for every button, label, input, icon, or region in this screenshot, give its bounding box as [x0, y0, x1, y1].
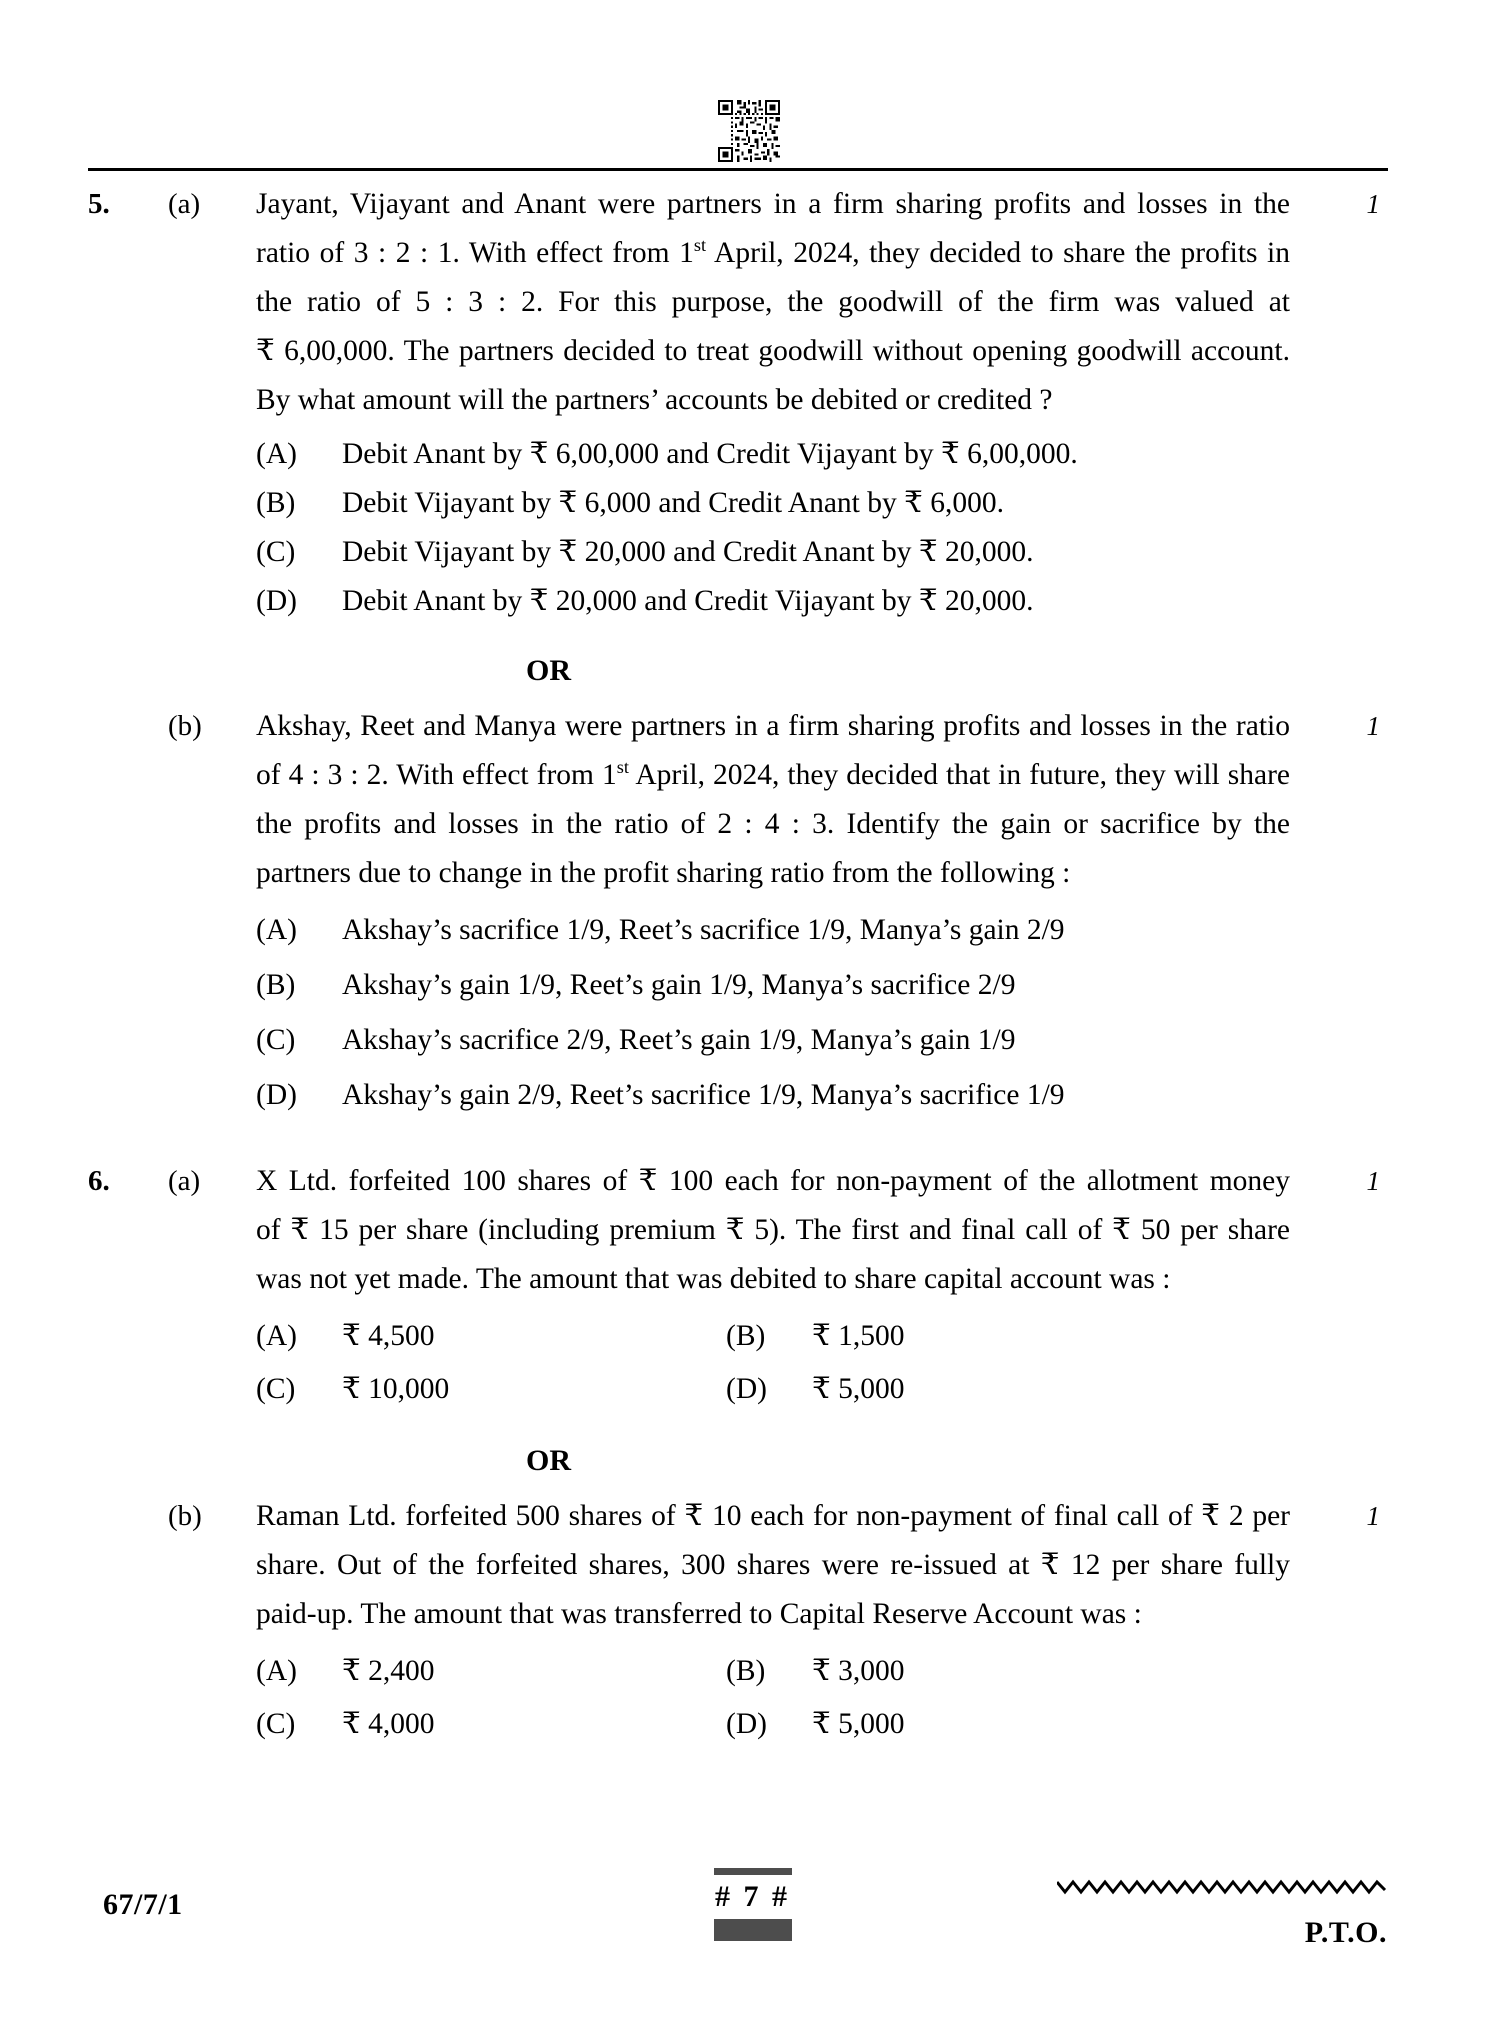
question-6a-options-row: [88, 1304, 1388, 1416]
option-label: (C): [256, 1373, 296, 1405]
question-5a: [88, 180, 1388, 425]
option-6a-C[interactable]: [256, 1363, 726, 1416]
option-6a-A[interactable]: [256, 1310, 726, 1363]
option-5a-C[interactable]: [256, 528, 1290, 577]
option-text: ₹ 5,000: [812, 1708, 905, 1740]
option-6b-A[interactable]: [256, 1645, 726, 1698]
option-text: Akshay’s gain 2/9, Reet’s sacrifice 1/9, Manya’s sacrifice 1/9: [342, 1079, 1065, 1111]
option-text: Akshay’s gain 1/9, Reet’s gain 1/9, Manya’s sacrifice 2/9: [342, 969, 1016, 1001]
marks-5a: 1: [1366, 189, 1380, 219]
option-label: (B): [256, 969, 296, 1001]
question-6b-body: [256, 1492, 1290, 1639]
page-number: # 7 #: [715, 1880, 790, 1913]
page-marker-bar-bottom: [714, 1919, 792, 1941]
or-divider-6: OR: [526, 1444, 571, 1477]
question-6-or-row: [88, 1430, 1388, 1492]
question-6a: [88, 1157, 1388, 1304]
question-6a-stem: X Ltd. forfeited 100 shares of ₹ 100 each for non-payment of the allotment money of ₹ 15 per share (including premium ₹ 5). The first and final call of ₹ 50 per share was not yet made. The amount that was debited to share capital account was :: [256, 1165, 1290, 1295]
question-number-6: 6.: [88, 1165, 110, 1197]
marks-5b: 1: [1366, 711, 1380, 741]
question-6a-options: [256, 1310, 1290, 1416]
question-6b-options-row: [88, 1639, 1388, 1751]
option-5a-D[interactable]: [256, 577, 1290, 626]
option-label: (B): [726, 1655, 766, 1687]
page-footer: [0, 1868, 1505, 1988]
question-5a-options: [256, 430, 1290, 626]
option-label: (D): [726, 1708, 767, 1740]
question-5-or-row: [88, 640, 1388, 702]
option-5b-C[interactable]: [256, 1013, 1290, 1068]
question-6a-body: [256, 1157, 1290, 1304]
option-6b-C[interactable]: [256, 1698, 726, 1751]
part-label-5a: (a): [168, 188, 201, 220]
option-label: (D): [256, 1079, 297, 1111]
question-5b: [88, 702, 1388, 898]
option-text: ₹ 4,500: [342, 1320, 435, 1352]
question-5a-body: [256, 180, 1290, 425]
option-text: Akshay’s sacrifice 1/9, Reet’s sacrifice 1/9, Manya’s gain 2/9: [342, 914, 1065, 946]
option-6a-B[interactable]: [726, 1310, 1290, 1363]
marks-6b: 1: [1366, 1501, 1380, 1531]
option-text: Debit Vijayant by ₹ 6,000 and Credit Anant by ₹ 6,000.: [342, 487, 1005, 519]
option-text: ₹ 1,500: [812, 1320, 905, 1352]
option-label: (A): [256, 914, 297, 946]
pto-label: P.T.O.: [1304, 1916, 1387, 1949]
zigzag-rule-icon: [1057, 1874, 1387, 1900]
question-6b: [88, 1492, 1388, 1639]
option-label: (A): [256, 1655, 297, 1687]
question-5a-options-row: [88, 425, 1388, 626]
option-text: ₹ 4,000: [342, 1708, 435, 1740]
question-6b-stem: Raman Ltd. forfeited 500 shares of ₹ 10 each for non-payment of final call of ₹ 2 per share. Out of the forfeited shares, 300 shares were re-issued at ₹ 12 per share fully paid-up. The amount that was transferred to Capital Reserve Account was :: [256, 1500, 1290, 1630]
question-content: [88, 180, 1388, 1751]
option-text: ₹ 10,000: [342, 1373, 450, 1405]
option-5a-B[interactable]: [256, 479, 1290, 528]
page-marker-bar-top: [714, 1868, 792, 1875]
option-label: (A): [256, 1320, 297, 1352]
header-rule: [88, 168, 1388, 171]
option-6a-D[interactable]: [726, 1363, 1290, 1416]
or-divider-5: OR: [526, 654, 571, 687]
option-text: ₹ 2,400: [342, 1655, 435, 1687]
option-label: (C): [256, 1708, 296, 1740]
marks-6a: 1: [1366, 1166, 1380, 1196]
question-number-5: 5.: [88, 188, 110, 220]
question-5b-stem: Akshay, Reet and Manya were partners in a firm sharing profits and losses in the ratio of 4 : 3 : 2. With effect from 1st April, 2024, they decided that in future, they will share the profits and losses in the ratio of 2 : 4 : 3. Identify the gain or sacrifice by the partners due to change in the profit sharing ratio from the following :: [256, 710, 1290, 889]
qr-code-icon: [718, 100, 780, 162]
option-5b-D[interactable]: [256, 1068, 1290, 1123]
option-label: (A): [256, 438, 297, 470]
part-label-6b: (b): [168, 1500, 202, 1532]
question-6b-options: [256, 1645, 1290, 1751]
question-5b-options-row: [88, 898, 1388, 1123]
option-6b-B[interactable]: [726, 1645, 1290, 1698]
option-label: (B): [256, 487, 296, 519]
option-text: Debit Anant by ₹ 6,00,000 and Credit Vijayant by ₹ 6,00,000.: [342, 438, 1078, 470]
option-label: (D): [256, 585, 297, 617]
question-5b-options: [256, 903, 1290, 1123]
question-5a-stem: Jayant, Vijayant and Anant were partners in a firm sharing profits and losses in the ratio of 3 : 2 : 1. With effect from 1st April, 2024, they decided to share the profits in the ratio of 5 : 3 : 2. For this purpose, the goodwill of the firm was valued at ₹ 6,00,000. The partners decided to treat goodwill without opening goodwill account. By what amount will the partners’ accounts be debited or credited ?: [256, 188, 1290, 416]
option-5b-A[interactable]: [256, 903, 1290, 958]
option-label: (C): [256, 536, 296, 568]
option-text: Akshay’s sacrifice 2/9, Reet’s gain 1/9, Manya’s gain 1/9: [342, 1024, 1016, 1056]
option-5b-B[interactable]: [256, 958, 1290, 1013]
option-6b-D[interactable]: [726, 1698, 1290, 1751]
paper-code: 67/7/1: [103, 1888, 183, 1921]
option-label: (B): [726, 1320, 766, 1352]
part-label-6a: (a): [168, 1165, 201, 1197]
question-5b-body: [256, 702, 1290, 898]
option-5a-A[interactable]: [256, 430, 1290, 479]
option-text: Debit Vijayant by ₹ 20,000 and Credit Anant by ₹ 20,000.: [342, 536, 1034, 568]
option-text: ₹ 3,000: [812, 1655, 905, 1687]
option-text: ₹ 5,000: [812, 1373, 905, 1405]
option-label: (D): [726, 1373, 767, 1405]
option-label: (C): [256, 1024, 296, 1056]
part-label-5b: (b): [168, 710, 202, 742]
option-text: Debit Anant by ₹ 20,000 and Credit Vijayant by ₹ 20,000.: [342, 585, 1034, 617]
